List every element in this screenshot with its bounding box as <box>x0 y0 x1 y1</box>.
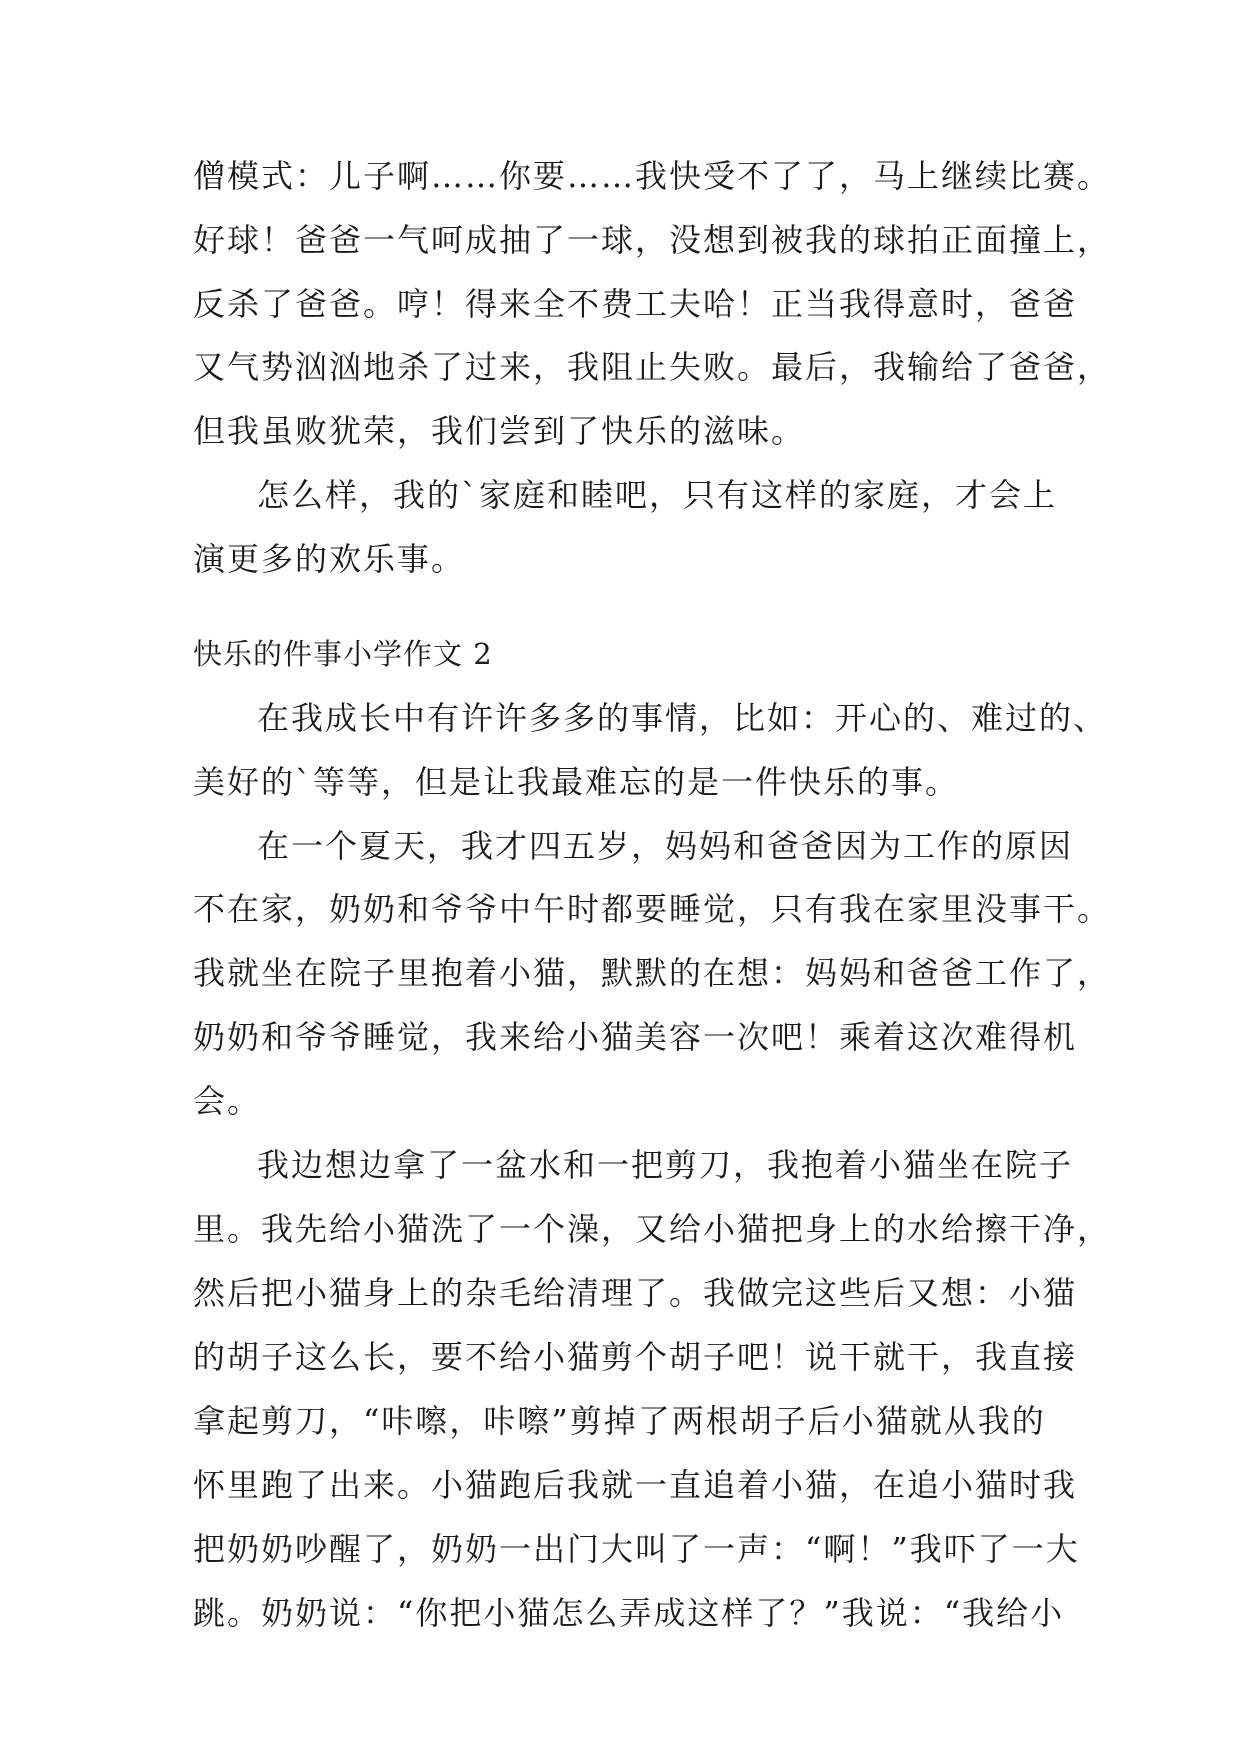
paragraph-line: 演更多的欢乐事。 <box>193 540 466 578</box>
paragraph-line: 怀里跑了出来。小猫跑后我就一直追着小猫，在追小猫时我 <box>193 1466 1078 1504</box>
paragraph-line: 又气势汹汹地杀了过来，我阻止失败。最后，我输给了爸爸， <box>193 348 1112 386</box>
section-heading: 快乐的件事小学作文 2 <box>193 637 493 671</box>
paragraph-line: 拿起剪刀，“咔嚓，咔嚓”剪掉了两根胡子后小猫就从我的 <box>193 1402 1046 1440</box>
paragraph-line: 跳。奶奶说：“你把小猫怎么弄成这样了？”我说：“我给小 <box>193 1594 1065 1632</box>
paragraph-line: 美好的`等等，但是让我最难忘的是一件快乐的事。 <box>193 763 960 801</box>
paragraph-line: 在一个夏天，我才四五岁，妈妈和爸爸因为工作的原因 <box>257 827 1074 865</box>
paragraph-line: 然后把小猫身上的杂毛给清理了。我做完这些后又想：小猫 <box>193 1274 1078 1312</box>
paragraph-line: 反杀了爸爸。哼！得来全不费工夫哈！正当我得意时，爸爸 <box>193 285 1078 323</box>
paragraph-line: 会。 <box>193 1082 262 1120</box>
paragraph-line: 不在家，奶奶和爷爷中午时都要睡觉，只有我在家里没事干。 <box>193 890 1112 928</box>
paragraph-line: 我边想边拿了一盆水和一把剪刀，我抱着小猫坐在院子 <box>257 1146 1074 1184</box>
paragraph-line: 我就坐在院子里抱着小猫，默默的在想：妈妈和爸爸工作了， <box>193 954 1112 992</box>
paragraph-line: 奶奶和爷爷睡觉，我来给小猫美容一次吧！乘着这次难得机 <box>193 1018 1078 1056</box>
paragraph-line: 但我虽败犹荣，我们尝到了快乐的滋味。 <box>193 412 806 450</box>
paragraph-line: 的胡子这么长，要不给小猫剪个胡子吧！说干就干，我直接 <box>193 1338 1078 1376</box>
paragraph-line: 里。我先给小猫洗了一个澡，又给小猫把身上的水给擦干净， <box>193 1210 1112 1248</box>
paragraph-line: 在我成长中有许许多多的事情，比如：开心的、难过的、 <box>257 699 1108 737</box>
paragraph-line: 僧模式：儿子啊……你要……我快受不了了，马上继续比赛。 <box>193 157 1112 195</box>
paragraph-line: 怎么样，我的`家庭和睦吧，只有这样的家庭，才会上 <box>257 476 1058 514</box>
paragraph-line: 把奶奶吵醒了，奶奶一出门大叫了一声：“啊！”我吓了一大 <box>193 1530 1080 1568</box>
paragraph-line: 好球！爸爸一气呵成抽了一球，没想到被我的球拍正面撞上， <box>193 221 1112 259</box>
